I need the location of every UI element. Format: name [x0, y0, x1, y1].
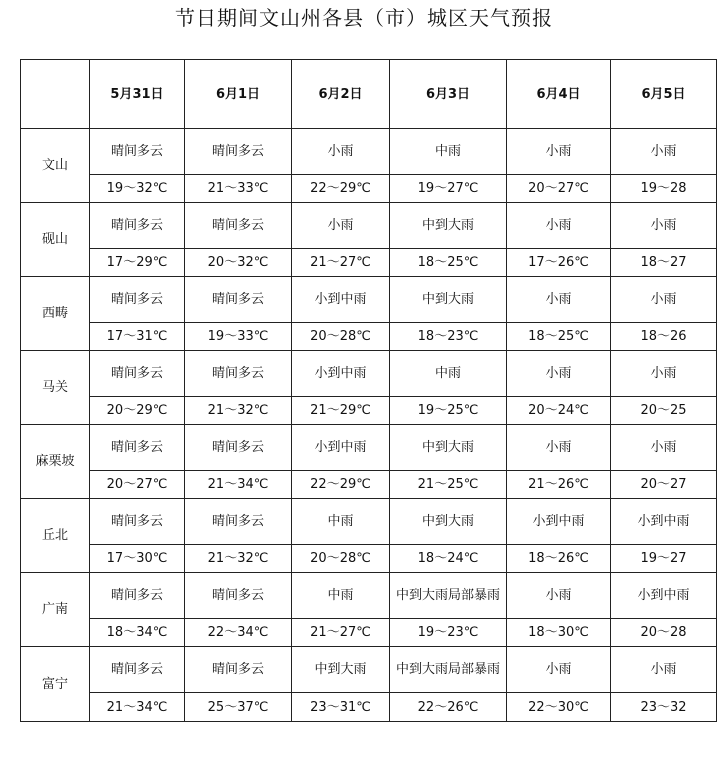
weather-cell: 小到中雨 [611, 499, 717, 545]
weather-cell: 小到中雨 [292, 277, 390, 323]
weather-cell: 小雨 [611, 425, 717, 471]
temp-cell: 20～25 [611, 397, 717, 425]
temp-cell: 18～26℃ [507, 545, 611, 573]
temp-cell: 20～27 [611, 471, 717, 499]
weather-cell: 晴间多云 [185, 277, 292, 323]
weather-cell: 小到中雨 [292, 425, 390, 471]
date-header: 6月1日 [185, 60, 292, 129]
temp-cell: 21～25℃ [390, 471, 507, 499]
temp-cell: 17～26℃ [507, 249, 611, 277]
temp-cell: 21～32℃ [185, 397, 292, 425]
corner-cell [21, 60, 90, 129]
weather-cell: 小雨 [507, 573, 611, 619]
temp-cell: 18～25℃ [507, 323, 611, 351]
temp-cell: 18～30℃ [507, 619, 611, 647]
weather-row [21, 647, 717, 693]
county-name: 麻栗坡 [21, 425, 90, 499]
weather-cell: 晴间多云 [90, 647, 185, 693]
weather-row [21, 351, 717, 397]
date-header: 6月5日 [611, 60, 717, 129]
weather-cell: 晴间多云 [90, 573, 185, 619]
temp-cell: 19～27℃ [390, 175, 507, 203]
temp-cell: 20～27℃ [90, 471, 185, 499]
temp-cell: 21～33℃ [185, 175, 292, 203]
temp-cell: 18～34℃ [90, 619, 185, 647]
temp-cell: 17～31℃ [90, 323, 185, 351]
weather-cell: 晴间多云 [185, 573, 292, 619]
temp-row [21, 397, 717, 425]
temp-cell: 18～27 [611, 249, 717, 277]
weather-cell: 中到大雨局部暴雨 [390, 647, 507, 693]
weather-cell: 晴间多云 [90, 499, 185, 545]
county-name: 富宁 [21, 647, 90, 722]
temp-cell: 18～23℃ [390, 323, 507, 351]
weather-cell: 小雨 [507, 425, 611, 471]
page-title: 节日期间文山州各县（市）城区天气预报 [175, 6, 553, 30]
weather-cell: 中雨 [292, 499, 390, 545]
weather-cell: 中到大雨 [390, 499, 507, 545]
weather-cell: 小雨 [611, 351, 717, 397]
weather-cell: 晴间多云 [185, 351, 292, 397]
weather-cell: 晴间多云 [90, 277, 185, 323]
temp-cell: 22～29℃ [292, 175, 390, 203]
weather-cell: 中到大雨 [390, 203, 507, 249]
date-header: 6月3日 [390, 60, 507, 129]
temp-row [21, 619, 717, 647]
temp-cell: 20～27℃ [507, 175, 611, 203]
weather-cell: 晴间多云 [185, 425, 292, 471]
weather-cell: 小雨 [507, 647, 611, 693]
temp-cell: 18～24℃ [390, 545, 507, 573]
temp-cell: 18～26 [611, 323, 717, 351]
temp-cell: 20～32℃ [185, 249, 292, 277]
county-name: 丘北 [21, 499, 90, 573]
temp-cell: 21～27℃ [292, 619, 390, 647]
temp-cell: 20～24℃ [507, 397, 611, 425]
weather-cell: 小雨 [292, 129, 390, 175]
temp-cell: 19～32℃ [90, 175, 185, 203]
weather-cell: 晴间多云 [185, 499, 292, 545]
temp-cell: 23～32 [611, 693, 717, 722]
temp-cell: 19～28 [611, 175, 717, 203]
weather-cell: 晴间多云 [185, 129, 292, 175]
weather-cell: 中到大雨 [292, 647, 390, 693]
temp-cell: 19～23℃ [390, 619, 507, 647]
county-name: 西畴 [21, 277, 90, 351]
weather-cell: 小雨 [507, 129, 611, 175]
temp-row [21, 693, 717, 722]
weather-cell: 中雨 [390, 351, 507, 397]
weather-cell: 中到大雨 [390, 425, 507, 471]
weather-row [21, 425, 717, 471]
weather-cell: 晴间多云 [185, 203, 292, 249]
weather-cell: 小到中雨 [507, 499, 611, 545]
temp-cell: 21～34℃ [185, 471, 292, 499]
temp-cell: 20～28℃ [292, 323, 390, 351]
temp-row [21, 471, 717, 499]
temp-cell: 25～37℃ [185, 693, 292, 722]
temp-cell: 21～27℃ [292, 249, 390, 277]
weather-row [21, 573, 717, 619]
weather-cell: 晴间多云 [90, 203, 185, 249]
weather-cell: 中到大雨 [390, 277, 507, 323]
weather-cell: 晴间多云 [90, 129, 185, 175]
temp-cell: 22～29℃ [292, 471, 390, 499]
county-name: 砚山 [21, 203, 90, 277]
temp-row [21, 249, 717, 277]
temp-cell: 22～26℃ [390, 693, 507, 722]
county-name: 文山 [21, 129, 90, 203]
weather-row [21, 129, 717, 175]
date-header: 5月31日 [90, 60, 185, 129]
weather-cell: 小到中雨 [292, 351, 390, 397]
weather-row [21, 203, 717, 249]
forecast-table [20, 59, 717, 722]
temp-cell: 22～30℃ [507, 693, 611, 722]
temp-cell: 20～29℃ [90, 397, 185, 425]
weather-row [21, 277, 717, 323]
weather-cell: 小雨 [507, 351, 611, 397]
temp-cell: 21～29℃ [292, 397, 390, 425]
weather-cell: 晴间多云 [185, 647, 292, 693]
weather-cell: 晴间多云 [90, 425, 185, 471]
temp-cell: 21～32℃ [185, 545, 292, 573]
weather-cell: 中雨 [292, 573, 390, 619]
temp-cell: 19～33℃ [185, 323, 292, 351]
weather-row [21, 499, 717, 545]
temp-cell: 18～25℃ [390, 249, 507, 277]
weather-cell: 小雨 [611, 203, 717, 249]
temp-row [21, 545, 717, 573]
temp-row [21, 323, 717, 351]
header-row [21, 60, 717, 129]
weather-cell: 中雨 [390, 129, 507, 175]
weather-cell: 小到中雨 [611, 573, 717, 619]
county-name: 马关 [21, 351, 90, 425]
date-header: 6月2日 [292, 60, 390, 129]
temp-cell: 19～27 [611, 545, 717, 573]
temp-row [21, 175, 717, 203]
weather-cell: 小雨 [507, 277, 611, 323]
weather-cell: 小雨 [507, 203, 611, 249]
weather-cell: 小雨 [611, 129, 717, 175]
temp-cell: 20～28℃ [292, 545, 390, 573]
weather-cell: 小雨 [611, 277, 717, 323]
temp-cell: 17～29℃ [90, 249, 185, 277]
temp-cell: 21～26℃ [507, 471, 611, 499]
temp-cell: 19～25℃ [390, 397, 507, 425]
weather-cell: 晴间多云 [90, 351, 185, 397]
weather-cell: 小雨 [611, 647, 717, 693]
temp-cell: 21～34℃ [90, 693, 185, 722]
county-name: 广南 [21, 573, 90, 647]
temp-cell: 23～31℃ [292, 693, 390, 722]
date-header: 6月4日 [507, 60, 611, 129]
temp-cell: 20～28 [611, 619, 717, 647]
weather-cell: 小雨 [292, 203, 390, 249]
temp-cell: 17～30℃ [90, 545, 185, 573]
temp-cell: 22～34℃ [185, 619, 292, 647]
weather-cell: 中到大雨局部暴雨 [390, 573, 507, 619]
